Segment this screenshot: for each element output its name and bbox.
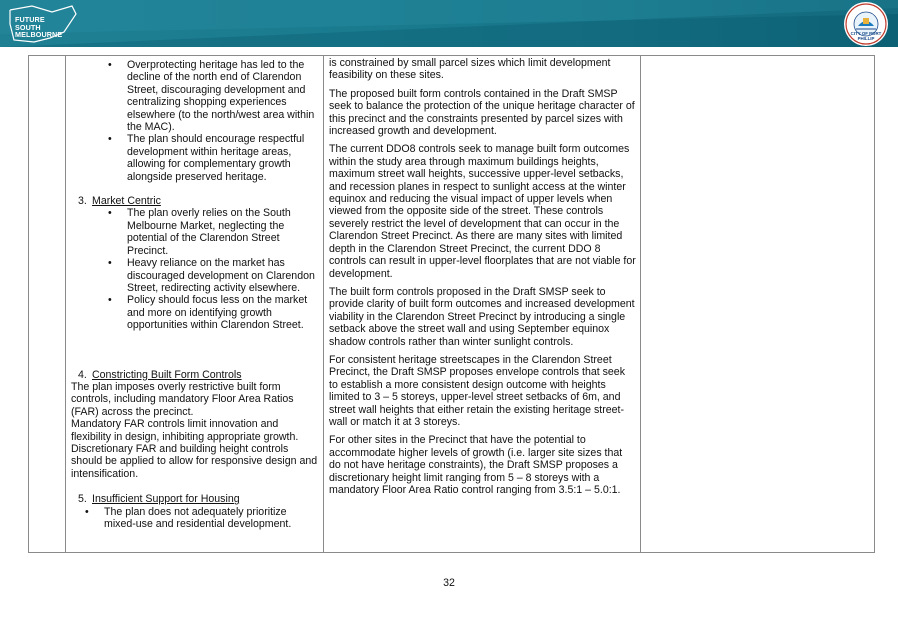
list-item: • The plan does not adequately prioritize mixed-use and residential development. (85, 506, 319, 531)
response-paragraph: For consistent heritage streetscapes in the Clarendon Street Precinct, the Draft SMSP proposes envelope controls that seek to establish a more consistent design outcome with heights limited to 3 – 5 storeys, upper-level street setbacks of 6m, and street wall heights that either retain the existing heritage street-wall or match it at 3 storeys. (329, 353, 625, 428)
section-number: 3. (78, 195, 87, 208)
list-item: • The plan should encourage respectful development within heritage areas, allowing for complementary growth alongside preserved heritage. (108, 133, 319, 183)
response-paragraph: For other sites in the Precinct that have the potential to accommodate higher levels of growth (i.e. larger site sizes that do not have heritage constraints), the Draft SMSP proposes a discretionary height limit ranging from 5 – 8 storeys with a mandatory Floor Area Ratio control ranging from 3.5:1 – 5.0:1. (329, 434, 623, 496)
table-row (29, 56, 875, 553)
logo-line-3: MELBOURNE (15, 30, 63, 40)
seal-text: CITY OF PORT PHILLIP (850, 31, 882, 41)
table-cell-submission (66, 56, 324, 553)
section-4-paragraph-2: Mandatory FAR controls limit innovation and flexibility in design, inhibiting appropriate growth. Discretionary FAR and building height controls should be applied to allow for responsive design and intensification. (71, 418, 318, 480)
section-heading-4 (78, 369, 319, 381)
logo-line-2: SOUTH (15, 22, 41, 32)
logo-line-1: FUTURE (15, 15, 45, 24)
bullet-list-heritage (108, 59, 319, 183)
table-cell-empty-left (29, 56, 66, 553)
response-paragraph: is constrained by small parcel sizes which limit development feasibility on these sites. (329, 57, 611, 82)
section-title: Constricting Built Form Controls (92, 368, 242, 381)
table-cell-response (324, 56, 641, 553)
banner-decoration (0, 0, 898, 47)
section-title: Insufficient Support for Housing (92, 493, 240, 506)
section-heading-5 (78, 493, 319, 505)
section-title: Market Centric (92, 195, 161, 208)
response-paragraph: The built form controls proposed in the Draft SMSP seek to provide clarity of built form outcomes and increased development viability in the Clarendon Street Precinct by introducing a single setback above the street wall and using September equinox shadow controls rather than winter sunlight controls. (329, 285, 635, 348)
section-number: 4. (78, 368, 87, 381)
city-of-port-phillip-seal (844, 2, 888, 46)
bullet-list-housing (85, 506, 319, 531)
response-paragraph: The current DDO8 controls seek to manage built form outcomes within the study area through maximum buildings heights, maximum street wall heights, successive upper-level setbacks, and recession planes in respect to sunlight access at the winter equinox and reducing the visual impact of upper levels when viewed from the opposite side of the street. These controls severely restrict the level of development that can occur in the Clarendon Street Precinct. As there are many sites with limited depth in the Clarendon Street Precinct, the current DDO 8 controls can result in upper-level floorplates that are not viable for development. (329, 143, 636, 280)
section-4-paragraph-1: The plan imposes overly restrictive built form controls, including mandatory Floor Area Ratios (FAR) across the precinct. (71, 380, 294, 418)
page-number: 32 (443, 577, 455, 589)
table-cell-empty-right (641, 56, 875, 553)
bullet-list-market (108, 207, 319, 331)
response-paragraph: The proposed built form controls contained in the Draft SMSP seek to balance the protection of the unique heritage character of this precinct and the constraints presented by parcel sizes with increased growth and development. (329, 87, 635, 138)
submission-table (28, 55, 875, 553)
section-number: 5. (78, 493, 87, 506)
header-banner (0, 0, 898, 47)
list-item: • Overprotecting heritage has led to the decline of the north end of Clarendon Street, discouraging development and centralizing shopping experiences elsewhere (to the north/west area within the MAC). (108, 59, 319, 133)
list-item: • The plan overly relies on the South Melbourne Market, neglecting the potential of the Clarendon Street Precinct. (108, 207, 319, 257)
future-south-melbourne-logo (6, 4, 78, 44)
list-item: • Heavy reliance on the market has discouraged development on Clarendon Street, redirecting activity elsewhere. (108, 257, 319, 294)
list-item: • Policy should focus less on the market and more on identifying growth opportunities within Clarendon Street. (108, 294, 319, 331)
section-heading-3 (78, 195, 319, 207)
